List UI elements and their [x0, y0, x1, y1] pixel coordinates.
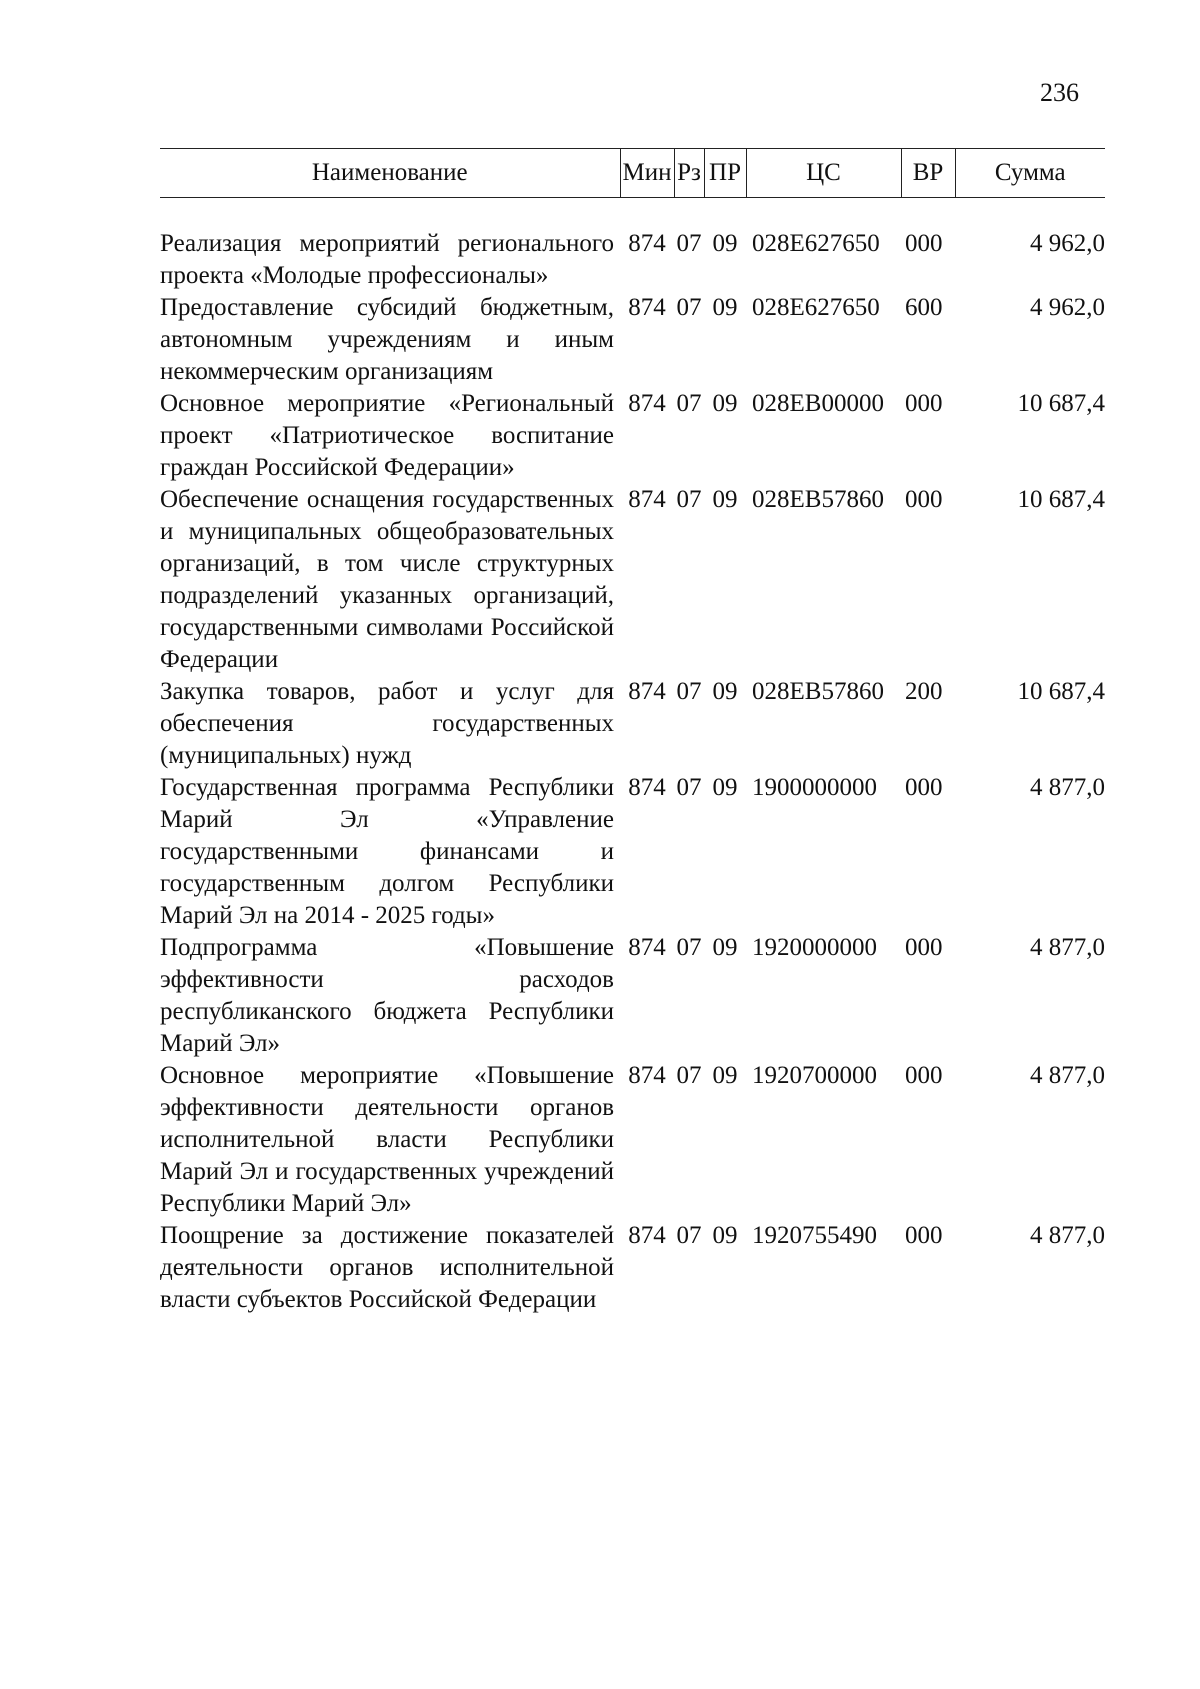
row-min: 874	[628, 678, 666, 705]
row-pr: 09	[712, 1222, 738, 1249]
row-name: Государственная программа Республики Марий Эл «Управление государственными финансами и государственным долгом Республики Марий Эл на 2014 - 2025 годы»	[160, 774, 614, 929]
row-pr: 09	[712, 934, 738, 961]
row-min: 874	[628, 934, 666, 961]
row-name: Подпрограмма «Повышение эффективности расходов республиканского бюджета Республики Марий Эл»	[160, 934, 614, 1057]
row-vr: 000	[905, 230, 943, 257]
table-header	[160, 149, 1105, 198]
row-vr: 000	[905, 486, 943, 513]
header-min: Мин	[620, 149, 674, 198]
header-pr: ПР	[704, 149, 746, 198]
row-vr: 000	[905, 1222, 943, 1249]
row-min: 874	[628, 486, 666, 513]
row-vr: 200	[905, 678, 943, 705]
row-pr: 09	[712, 486, 738, 513]
budget-table	[160, 148, 1105, 1316]
row-name: Реализация мероприятий регионального проекта «Молодые профессионалы»	[160, 230, 614, 289]
row-cs: 028E627650	[752, 230, 880, 257]
row-cs: 028EB57860	[752, 486, 884, 513]
row-pr: 09	[712, 294, 738, 321]
row-cs: 028EB00000	[752, 390, 884, 417]
row-pr: 09	[712, 390, 738, 417]
row-min: 874	[628, 294, 666, 321]
row-rz: 07	[676, 774, 702, 801]
row-rz: 07	[676, 230, 702, 257]
table-row	[160, 484, 1105, 676]
row-cs: 1920700000	[752, 1062, 877, 1089]
table-row	[160, 388, 1105, 484]
row-name: Обеспечение оснащения государственных и муниципальных общеобразовательных организаций, в том числе структурных подразделений указанных организаций, государственными символами Российской Федерации	[160, 486, 614, 673]
header-rz: Рз	[674, 149, 704, 198]
row-rz: 07	[676, 294, 702, 321]
row-cs: 028EB57860	[752, 678, 884, 705]
row-rz: 07	[676, 1062, 702, 1089]
row-pr: 09	[712, 774, 738, 801]
row-rz: 07	[676, 486, 702, 513]
row-pr: 09	[712, 678, 738, 705]
row-sum: 4 877,0	[1030, 1222, 1105, 1249]
row-min: 874	[628, 774, 666, 801]
table-row	[160, 1220, 1105, 1316]
row-sum: 10 687,4	[1017, 486, 1105, 513]
row-cs: 1900000000	[752, 774, 877, 801]
header-name: Наименование	[160, 149, 620, 198]
row-sum: 4 877,0	[1030, 774, 1105, 801]
row-cs: 1920000000	[752, 934, 877, 961]
header-sum: Сумма	[955, 149, 1105, 198]
table-row	[160, 676, 1105, 772]
row-name: Основное мероприятие «Региональный проект «Патриотическое воспитание граждан Российской Федерации»	[160, 390, 614, 481]
row-name: Закупка товаров, работ и услуг для обеспечения государственных (муниципальных) нужд	[160, 678, 614, 769]
table-row	[160, 932, 1105, 1060]
table-row	[160, 1060, 1105, 1220]
row-rz: 07	[676, 1222, 702, 1249]
row-vr: 000	[905, 934, 943, 961]
row-min: 874	[628, 1222, 666, 1249]
row-rz: 07	[676, 390, 702, 417]
row-cs: 1920755490	[752, 1222, 877, 1249]
row-sum: 4 962,0	[1030, 230, 1105, 257]
row-pr: 09	[712, 1062, 738, 1089]
row-sum: 10 687,4	[1017, 390, 1105, 417]
table-row	[160, 228, 1105, 292]
page-number: 236	[1040, 78, 1079, 107]
row-rz: 07	[676, 934, 702, 961]
row-name: Поощрение за достижение показателей деятельности органов исполнительной власти субъектов Российской Федерации	[160, 1222, 614, 1313]
row-vr: 000	[905, 1062, 943, 1089]
row-vr: 000	[905, 390, 943, 417]
table-row	[160, 772, 1105, 932]
row-sum: 4 962,0	[1030, 294, 1105, 321]
header-cs: ЦС	[746, 149, 901, 198]
row-min: 874	[628, 1062, 666, 1089]
row-name: Основное мероприятие «Повышение эффективности деятельности органов исполнительной власти Республики Марий Эл и государственных учреждений Республики Марий Эл»	[160, 1062, 614, 1217]
row-pr: 09	[712, 230, 738, 257]
row-rz: 07	[676, 678, 702, 705]
row-cs: 028E627650	[752, 294, 880, 321]
header-vr: ВР	[901, 149, 955, 198]
table-row	[160, 292, 1105, 388]
row-vr: 000	[905, 774, 943, 801]
row-vr: 600	[905, 294, 943, 321]
row-sum: 4 877,0	[1030, 934, 1105, 961]
row-sum: 10 687,4	[1017, 678, 1105, 705]
row-min: 874	[628, 230, 666, 257]
row-sum: 4 877,0	[1030, 1062, 1105, 1089]
row-min: 874	[628, 390, 666, 417]
table-body	[160, 198, 1105, 1317]
row-name: Предоставление субсидий бюджетным, автономным учреждениям и иным некоммерческим организациям	[160, 294, 614, 385]
